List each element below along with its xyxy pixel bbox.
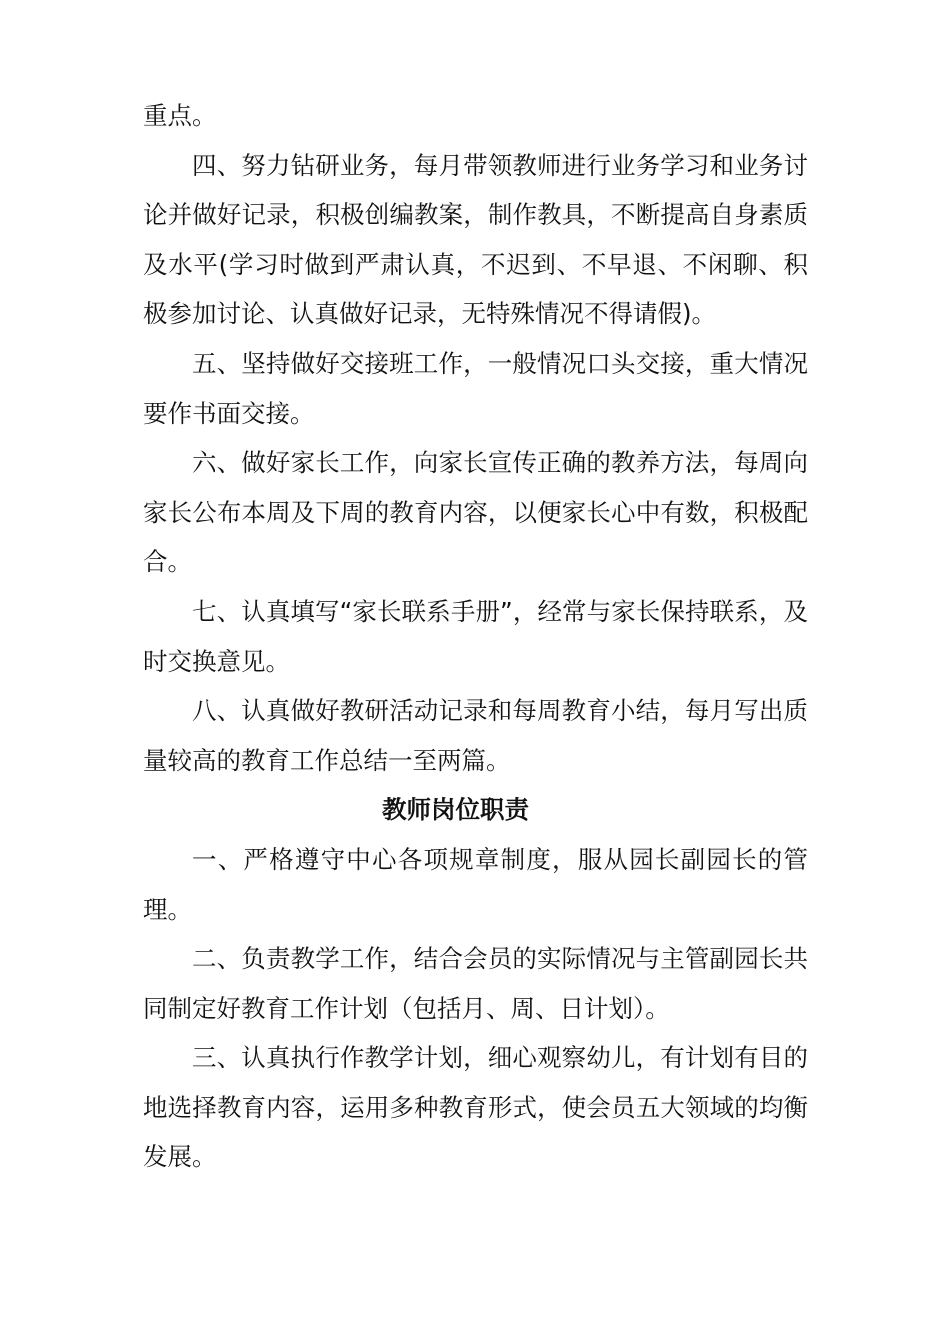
paragraph-duty-7: 七、认真填写“家长联系手册”，经常与家长保持联系，及时交换意见。	[143, 596, 808, 676]
paragraph-teacher-duty-2: 二、负责教学工作，结合会员的实际情况与主管副园长共同制定好教育工作计划（包括月、周、日计划）。	[143, 944, 808, 1023]
paragraph-teacher-duty-1: 一、严格遵守中心各项规章制度，服从园长副园长的管理。	[143, 844, 808, 924]
paragraph-continuation: 重点。	[143, 101, 217, 130]
document-body	[143, 91, 808, 1182]
paragraph-teacher-duty-3: 三、认真执行作教学计划，细心观察幼儿，有计划有目的地选择教育内容，运用多种教育形式，使会员五大领域的均衡发展。	[143, 1043, 808, 1172]
paragraph-duty-8: 八、认真做好教研活动记录和每周教育小结，每月写出质量较高的教育工作总结一至两篇。	[143, 696, 808, 775]
paragraph-duty-6: 六、做好家长工作，向家长宣传正确的教养方法，每周向家长公布本周及下周的教育内容，以便家长心中有数，积极配合。	[143, 448, 808, 577]
paragraph-duty-4: 四、努力钻研业务，每月带领教师进行业务学习和业务讨论并做好记录，积极创编教案，制作教具，不断提高自身素质及水平(学习时做到严肃认真，不迟到、不早退、不闲聊、积极参加讨论、认真做好记录，无特殊情况不得请假)。	[143, 150, 808, 329]
section-heading: 教师岗位职责	[382, 795, 529, 825]
paragraph-duty-5: 五、坚持做好交接班工作，一般情况口头交接，重大情况要作书面交接。	[143, 348, 808, 428]
